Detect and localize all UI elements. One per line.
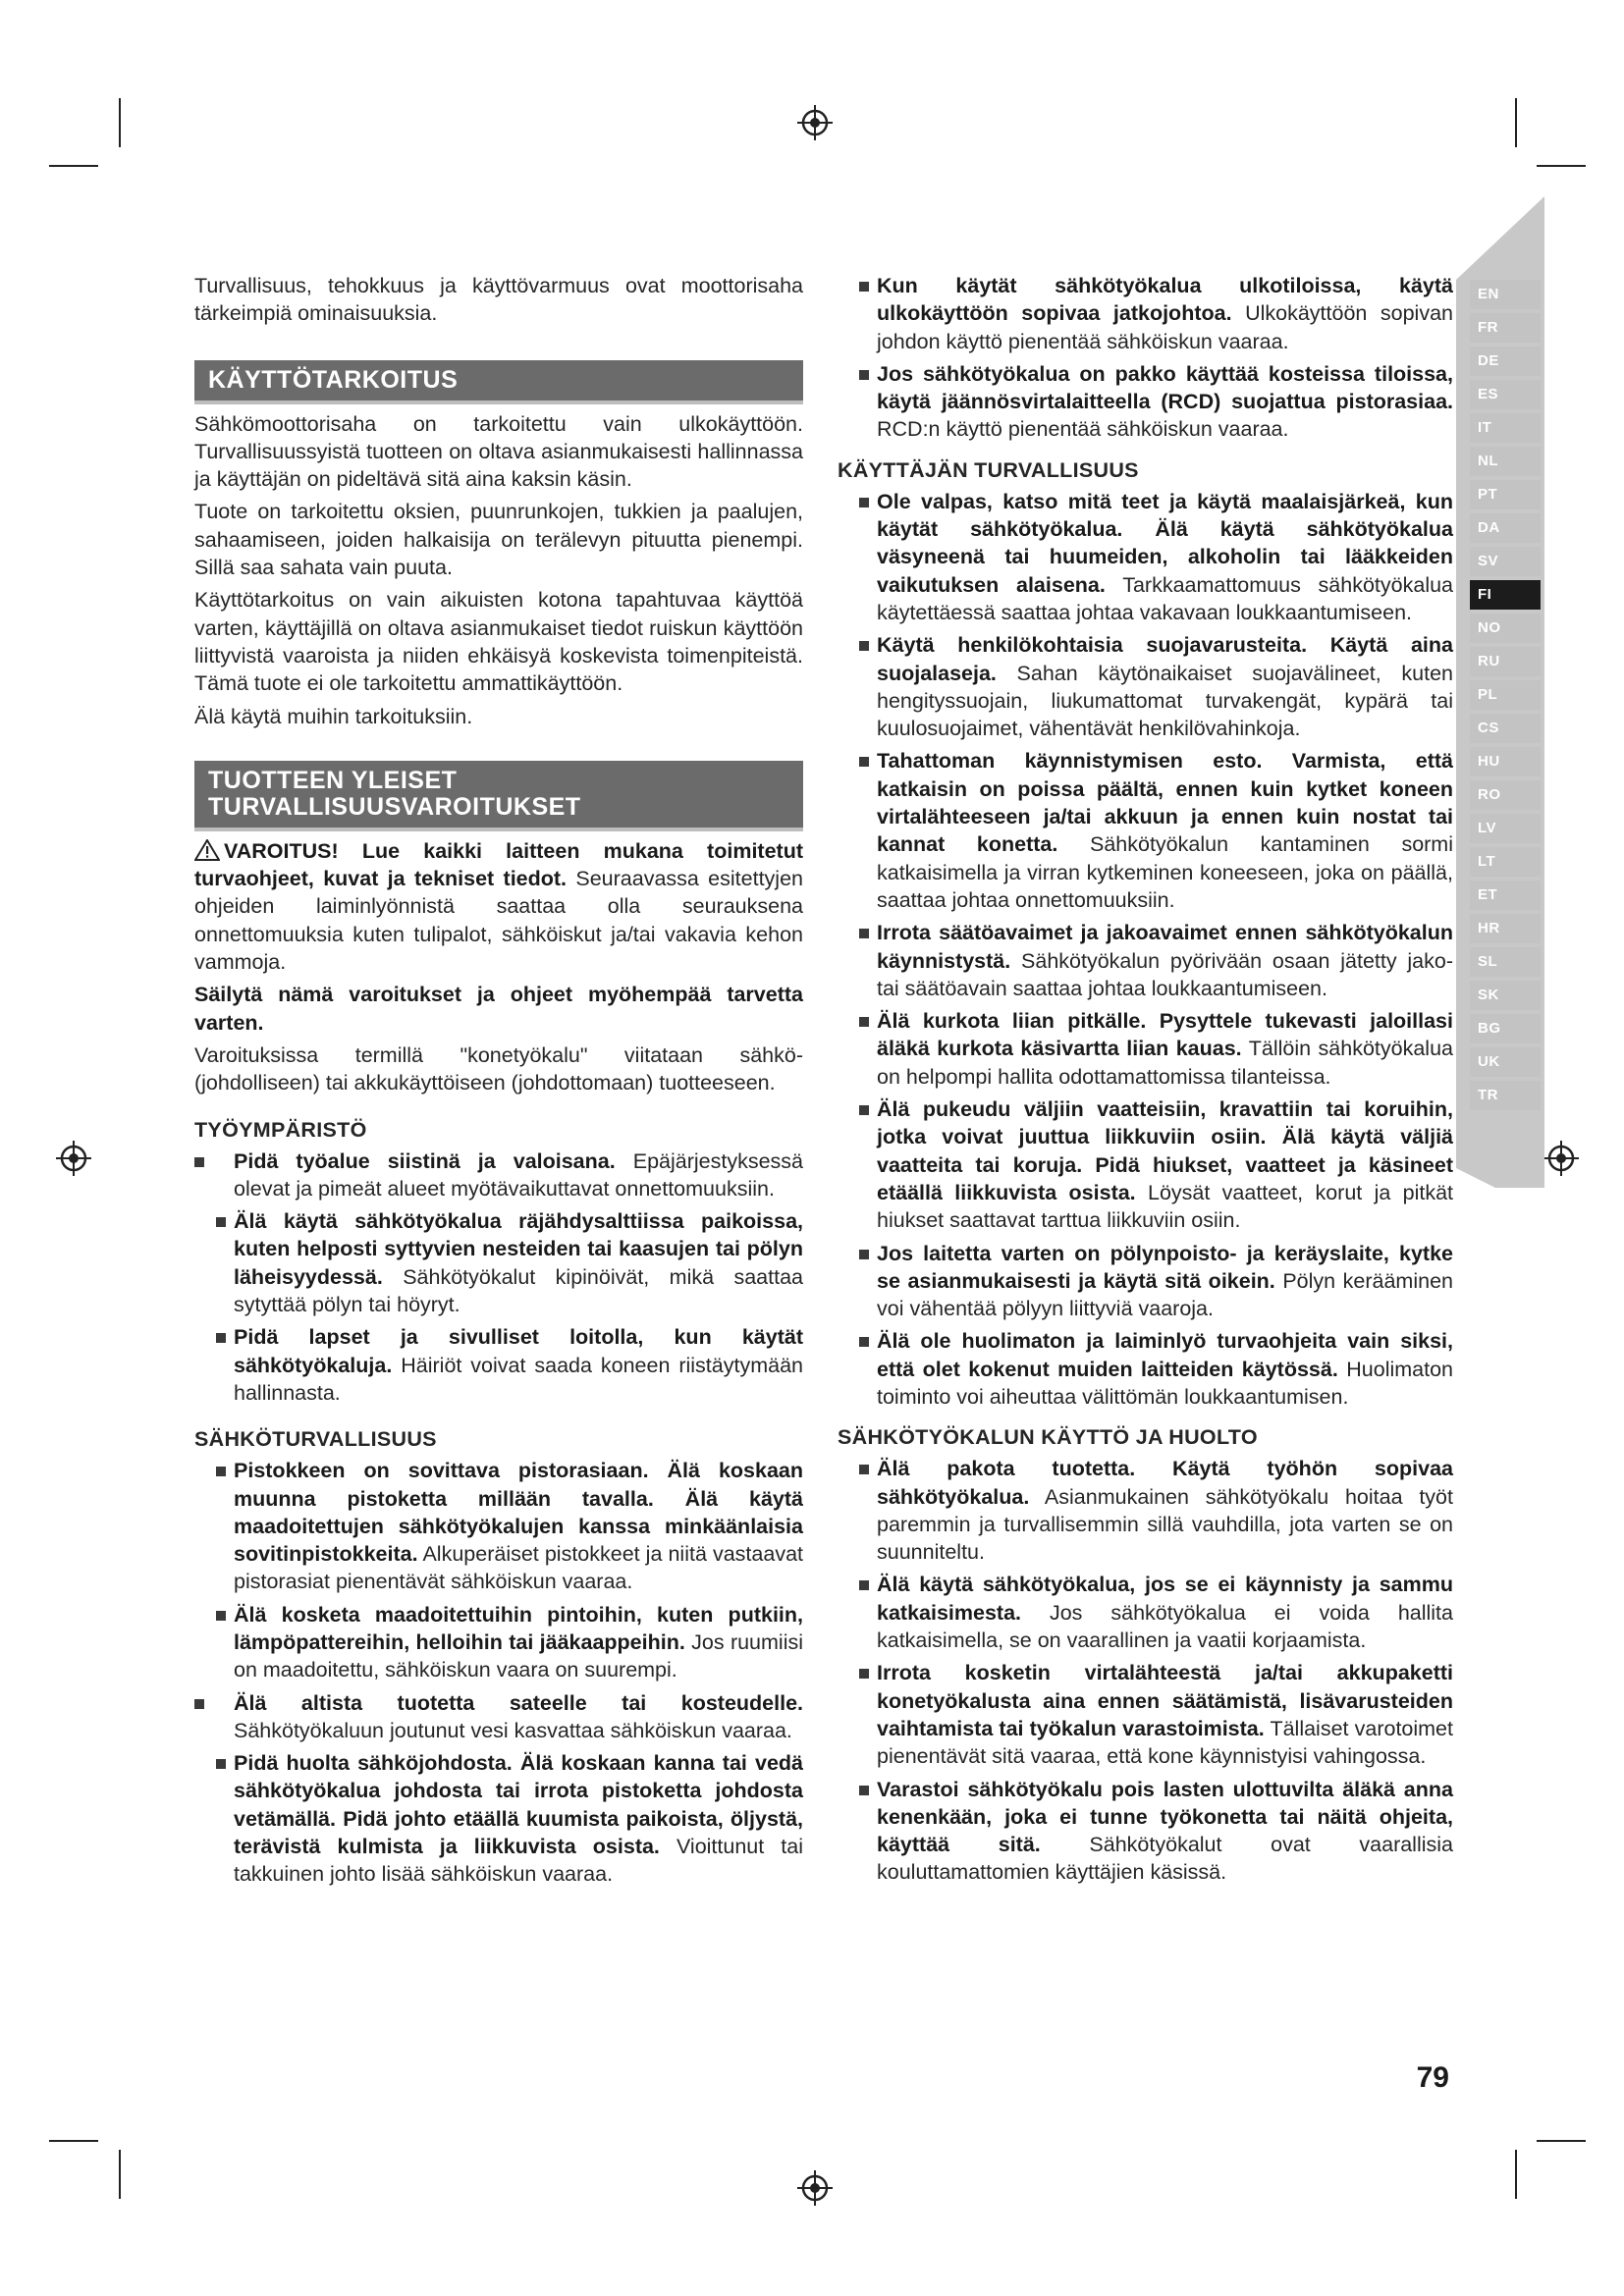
bullet-icon — [216, 1217, 226, 1227]
list-item: Älä pukeudu väljiin vaatteisiin, kravattiin tai koruihin, jotka voivat juuttua liikkuviin osiin. Älä käytä väljiä vaatteita tai koruja. Pidä hiukset, vaatteet ja käsineet etäällä liikkuvista osista. Löysät vaatteet, korut ja pitkät hiukset saattavat tarttua liikkuviin osiin. — [838, 1095, 1453, 1234]
language-tab-da[interactable]: DA — [1470, 513, 1541, 543]
language-tab-sl[interactable]: SL — [1470, 947, 1541, 977]
bullet-icon — [859, 1669, 869, 1679]
list-item: Pidä huolta sähköjohdosta. Älä koskaan kanna tai vedä sähkötyökalua johdosta tai irrota pistoketta johdosta vetämällä. Pidä johto etäällä kuumista paikoista, öljystä, terävistä kulmista ja liikkuvista osista. Vioittunut tai takkuinen johto lisää sähköiskun vaaraa. — [194, 1749, 803, 1888]
list-item: Jos sähkötyökalua on pakko käyttää kosteissa tiloissa, käytä jäännösvirtalaitteella (RCD) suojattua pistorasiaa. RCD:n käyttö pienentää sähköiskun vaaraa. — [838, 360, 1453, 444]
list-item: Kun käytät sähkötyökalua ulkotiloissa, käytä ulkokäyttöön sopivaa jatkojohtoa. Ulkokäyttöön sopivan johdon käyttö pienentää sähköiskun vaaraa. — [838, 272, 1453, 355]
bullet-icon — [859, 498, 869, 507]
keep-instructions: Säilytä nämä varoitukset ja ohjeet myöhempää tarvetta varten. — [194, 983, 803, 1035]
bullet-icon — [216, 1333, 226, 1343]
right-column — [838, 272, 1453, 1892]
list-item: Irrota kosketin virtalähteestä ja/tai akkupaketti konetyökalusta aina ennen säätämistä, lisävarusteiden vaihtamista tai työkalun varastoimista. Tällaiset varotoimet pienentävät sitä vaaraa, että kone käynnistyisi vahingossa. — [838, 1659, 1453, 1770]
subheading-electrical-safety: SÄHKÖTURVALLISUUS — [194, 1427, 437, 1452]
language-tab-en[interactable]: EN — [1470, 280, 1541, 309]
language-tab-de[interactable]: DE — [1470, 347, 1541, 376]
bullet-icon — [859, 370, 869, 380]
bullet-icon — [859, 1017, 869, 1027]
language-tab-hr[interactable]: HR — [1470, 914, 1541, 943]
bullet-icon — [194, 1699, 204, 1709]
bullet-icon — [859, 1786, 869, 1795]
intro-text: Turvallisuus, tehokkuus ja käyttövarmuus ovat moottorisaha tärkeimpiä ominaisuuksia. — [194, 274, 803, 326]
list-item: Tahattoman käynnistymisen esto. Varmista, että katkaisin on poissa päältä, ennen kuin kytket koneen virtalähteeseen ja/tai akkuun ja ennen kuin nostat tai kannat konetta. Sähkötyökalun kantaminen sormi katkaisimella ja virran kytkeminen koneeseen, joka on päällä, saattaa johtaa onnettomuuksiin. — [838, 747, 1453, 914]
crop-mark — [1515, 98, 1517, 147]
list-item: Varastoi sähkötyökalu pois lasten ulottuvilta äläkä anna kenenkään, joka ei tunne työkonetta tai näitä ohjeita, käyttää sitä. Sähkötyökalut ovat vaarallisia kouluttamattomien käyttäjien käsissä. — [838, 1776, 1453, 1887]
language-tab-es[interactable]: ES — [1470, 380, 1541, 409]
list-item: Ole valpas, katso mitä teet ja käytä maalaisjärkeä, kun käytät sähkötyökalua. Älä käytä sähkötyökalua väsyneenä tai huumeiden, alkoholin tai lääkkeiden vaikutuksen alaisena. Tarkkaamattomuus sähkötyökalua käytettäessä saattaa johtaa vakavaan loukkaantumiseen. — [838, 488, 1453, 626]
bullet-icon — [859, 929, 869, 938]
language-tab-lt[interactable]: LT — [1470, 847, 1541, 877]
bullet-icon — [216, 1467, 226, 1476]
warning-paragraph: VAROITUS! Lue kaikki laitteen mukana toimitetut turvaohjeet, kuvat ja tekniset tiedot. Seuraavassa esitettyjen ohjeiden laiminlyönnistä saattaa olla seurauksena onnettomuuksia kuten tulipalot, sähköiskut ja/tai vakavia kehon vammoja. — [194, 838, 803, 975]
list-item: Pistokkeen on sovittava pistorasiaan. Älä koskaan muunna pistoketta millään tavalla. Älä käytä maadoitettujen sähkötyökalujen kanssa minkäänlaisia sovitinpistokkeita. Alkuperäiset pistokkeet ja niitä vastaavat pistorasiat pienentävät sähköiskun vaaraa. — [194, 1457, 803, 1595]
language-tab-pl[interactable]: PL — [1470, 680, 1541, 710]
paragraph: Tuote on tarkoitettu oksien, puunrunkojen, tukkien ja paalujen, sahaamiseen, joiden halkaisija on terälevyn pituutta pienempi. Sillä saa sahata vain puuta. — [194, 500, 803, 580]
list-item: Älä ole huolimaton ja laiminlyö turvaohjeita vain siksi, että olet kokenut muiden laitteiden käytössä. Huolimaton toiminto voi aiheuttaa välittömän loukkaantumisen. — [838, 1327, 1453, 1411]
crop-mark — [1537, 2140, 1586, 2142]
bullet-icon — [859, 1105, 869, 1115]
bullet-icon — [216, 1611, 226, 1621]
bullet-icon — [859, 1580, 869, 1590]
list-item: Älä kurkota liian pitkälle. Pysyttele tukevasti jaloillasi äläkä kurkota käsivartta liian kauas. Tällöin sähkötyökalua on helpompi hallita odottamattomissa tilanteissa. — [838, 1007, 1453, 1091]
language-tab-it[interactable]: IT — [1470, 413, 1541, 443]
paragraph: Sähkömoottorisaha on tarkoitettu vain ulkokäyttöön. Turvallisuussyistä tuotteen on oltava asianmukaisesti hallinnassa ja käyttäjän on pideltävä sitä aina kaksin käsin. — [194, 411, 803, 492]
work-area-list — [194, 1148, 803, 1408]
section-heading-general-safety: TUOTTEEN YLEISET TURVALLISUUSVAROITUKSET — [194, 761, 803, 831]
list-item: Älä kosketa maadoitettuihin pintoihin, kuten putkiin, lämpöpattereihin, helloihin tai jääkaappeihin. Jos ruumiisi on maadoitettu, sähköiskun vaara on suurempi. — [194, 1601, 803, 1684]
list-item: Älä käytä sähkötyökalua, jos se ei käynnisty ja sammu katkaisimesta. Jos sähkötyökalua ei voida hallita katkaisimella, se on vaarallinen ja vaatii korjaamista. — [838, 1571, 1453, 1654]
crop-mark — [49, 2140, 98, 2142]
list-item: Jos laitetta varten on pölynpoisto- ja keräyslaite, kytke se asianmukaisesti ja käytä sitä oikein. Pölyn kerääminen voi vähentää pölyyn liittyviä vaaroja. — [838, 1240, 1453, 1323]
language-tab-sk[interactable]: SK — [1470, 981, 1541, 1010]
language-tab-nl[interactable]: NL — [1470, 447, 1541, 476]
subheading-work-area: TYÖYMPÄRISTÖ — [194, 1117, 367, 1142]
registration-mark-icon — [795, 103, 835, 142]
crop-mark — [119, 2150, 121, 2199]
language-tab-et[interactable]: ET — [1470, 881, 1541, 910]
paragraph: Älä käytä muihin tarkoituksiin. — [194, 704, 473, 728]
bullet-icon — [859, 757, 869, 767]
language-tab-lv[interactable]: LV — [1470, 814, 1541, 843]
list-item: Irrota säätöavaimet ja jakoavaimet ennen sähkötyökalun käynnistystä. Sähkötyökalun pyörivään osaan jätetty jako- tai säätöavain saattaa johtaa loukkaantumiseen. — [838, 919, 1453, 1002]
personal-safety-list — [838, 488, 1453, 1412]
list-item: Älä altista tuotetta sateelle tai kosteudelle. Sähkötyökaluun joutunut vesi kasvattaa sähköiskun vaaraa. — [194, 1689, 803, 1745]
language-tab-no[interactable]: NO — [1470, 614, 1541, 643]
language-tab-bg[interactable]: BG — [1470, 1014, 1541, 1043]
language-tab-sv[interactable]: SV — [1470, 547, 1541, 576]
tool-use-list — [838, 1455, 1453, 1886]
list-item: Älä pakota tuotetta. Käytä työhön sopivaa sähkötyökalua. Asianmukainen sähkötyökalu hoitaa työt paremmin ja turvallisemmin sillä vauhdilla, jota varten se on suunniteltu. — [838, 1455, 1453, 1566]
registration-mark-icon — [795, 2168, 835, 2208]
subheading-tool-use: SÄHKÖTYÖKALUN KÄYTTÖ JA HUOLTO — [838, 1425, 1258, 1450]
crop-mark — [1537, 165, 1586, 167]
language-tabs — [1470, 280, 1541, 1114]
bullet-icon — [859, 641, 869, 651]
electrical-safety-list — [194, 1457, 803, 1888]
list-item: Pidä lapset ja sivulliset loitolla, kun käytät sähkötyökaluja. Häiriöt voivat saada koneen riistäytymään hallinnasta. — [194, 1323, 803, 1407]
left-column — [194, 272, 803, 1894]
crop-mark — [1515, 2150, 1517, 2199]
list-item: Älä käytä sähkötyökalua räjähdysalttiissa paikoissa, kuten helposti syttyvien nesteiden tai kaasujen tai pölyn läheisyydessä. Sähkötyökalut kipinöivät, mikä saattaa sytyttää pölyn tai höyryt. — [194, 1207, 803, 1318]
electrical-safety-list-continued — [838, 272, 1453, 444]
paragraph: Käyttötarkoitus on vain aikuisten kotona tapahtuvaa käyttöä varten, käyttäjillä on oltava asianmukaiset tiedot ruiskun käyttöön liittyvistä vaaroista ja niiden ehkäisyä koskevista toimenpiteistä. Tämä tuote ei ole tarkoitettu ammattikäyttöön. — [194, 588, 803, 696]
bullet-icon — [859, 1250, 869, 1259]
page-number: 79 — [1416, 2061, 1449, 2094]
bullet-icon — [859, 1337, 869, 1347]
language-tab-pt[interactable]: PT — [1470, 480, 1541, 509]
registration-mark-icon — [54, 1139, 93, 1178]
language-tab-cs[interactable]: CS — [1470, 714, 1541, 743]
bullet-icon — [859, 282, 869, 292]
warning-triangle-icon — [194, 839, 220, 861]
bullet-icon — [859, 1465, 869, 1474]
subheading-personal-safety: KÄYTTÄJÄN TURVALLISUUS — [838, 457, 1139, 482]
crop-mark — [49, 165, 98, 167]
list-item: Pidä työalue siistinä ja valoisana. Epäjärjestyksessä olevat ja pimeät alueet myötävaikuttavat onnettomuuksiin. — [194, 1148, 803, 1203]
bullet-icon — [194, 1157, 204, 1167]
language-tab-ru[interactable]: RU — [1470, 647, 1541, 676]
language-tab-fr[interactable]: FR — [1470, 313, 1541, 343]
language-tab-hu[interactable]: HU — [1470, 747, 1541, 776]
language-tab-fi[interactable]: FI — [1470, 580, 1541, 610]
language-tab-ro[interactable]: RO — [1470, 780, 1541, 810]
term-definition: Varoituksissa termillä "konetyökalu" viitataan sähkö- (johdolliseen) tai akkukäyttöiseen (johdottomaan) tuotteeseen. — [194, 1042, 803, 1095]
list-item: Käytä henkilökohtaisia suojavarusteita. Käytä aina suojalaseja. Sahan käytönaikaiset suojavälineet, kuten hengityssuojain, liukumattomat turvakengät, kypärä tai kuulosuojaimet, vähentävät henkilövahinkoja. — [838, 631, 1453, 742]
language-tab-tr[interactable]: TR — [1470, 1081, 1541, 1110]
language-tab-uk[interactable]: UK — [1470, 1047, 1541, 1077]
crop-mark — [119, 98, 121, 147]
section-heading-purpose: KÄYTTÖTARKOITUS — [194, 360, 803, 404]
bullet-icon — [216, 1759, 226, 1769]
registration-mark-icon — [1542, 1139, 1581, 1178]
